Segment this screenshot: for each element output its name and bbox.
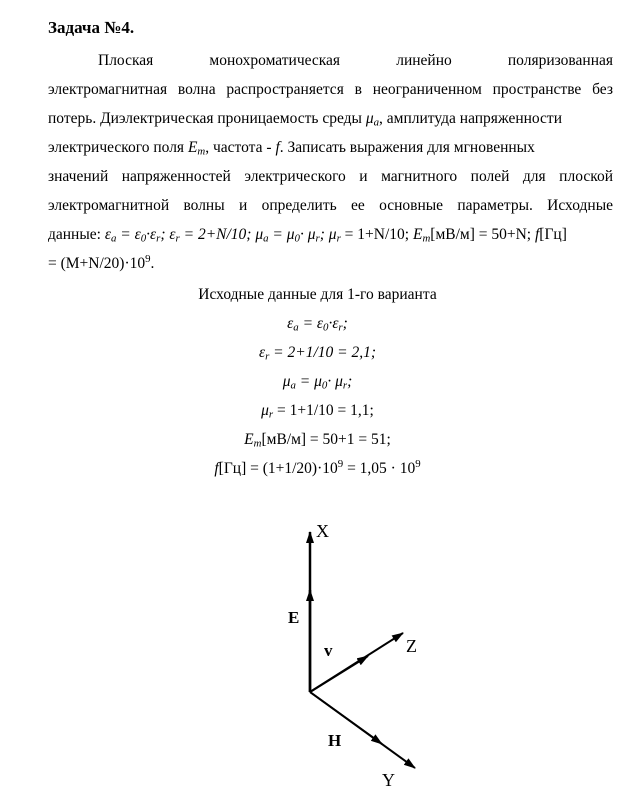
axes-svg xyxy=(250,510,450,790)
e-vector-label: E xyxy=(288,608,300,627)
x-axis-label: X xyxy=(316,521,329,541)
statement-line-1: Плоская монохроматическая линейно поляризованная xyxy=(98,52,614,69)
y-axis-label: Y xyxy=(382,770,395,790)
statement-line-3: потерь. Диэлектрическая проницаемость среды $\mu_a$, амплитуда напряженности xyxy=(48,110,562,129)
h-vector xyxy=(310,692,382,744)
statement-line-7: данные: $\varepsilon_a = \varepsilon_0\cdot\varepsilon_r$; $\varepsilon_r = 2+N/10$; $\mu_a = \mu_0\cdot \mu_r$; $\mu_r = 1+N/10$; $E_m[мВ/м] = 50+N$; f[Гц] xyxy=(48,226,567,245)
statement-line-4: электрического поля $E_m$, частота - f. Записать выражения для мгновенных xyxy=(48,139,535,158)
variant-eq-f: $f[Гц] = (1+1/20)\cdot 10^9 = 1,05 \cdot 10^9$ xyxy=(214,458,421,477)
variant-eq-eps-r: $\varepsilon_r = 2+1/10 = 2,1$; xyxy=(258,344,377,363)
z-axis-label: Z xyxy=(406,636,417,656)
v-vector-label: v xyxy=(324,641,333,660)
variant-eq-mu-a: $\mu_a = \mu_0\cdot \mu_r$; xyxy=(282,373,353,392)
statement-line-5: значений напряженностей электрического и магнитного полей для плоской xyxy=(48,168,613,185)
variant-eq-em: $E_m[мВ/м] = 50+1 = 51$; xyxy=(244,431,391,450)
problem-title: Задача №4. xyxy=(48,18,135,37)
statement-line-2: электромагнитная волна распространяется в неограниченном пространстве без xyxy=(48,81,613,98)
variant-eq-mu-r: $\mu_r = 1+1/10 = 1,1$; xyxy=(261,402,374,421)
statement-line-8: = $(M+N/20)\cdot 10^9$. xyxy=(48,253,155,272)
h-vector-label: H xyxy=(328,731,342,750)
wave-vector-diagram xyxy=(250,510,450,790)
v-vector xyxy=(310,656,368,692)
variant-heading: Исходные данные для 1-го варианта xyxy=(198,286,437,303)
statement-line-6: электромагнитной волны и определить ее основные параметры. Исходные xyxy=(48,197,613,214)
variant-eq-eps-a: $\varepsilon_a = \varepsilon_0\cdot\varepsilon_r$; xyxy=(287,315,348,334)
